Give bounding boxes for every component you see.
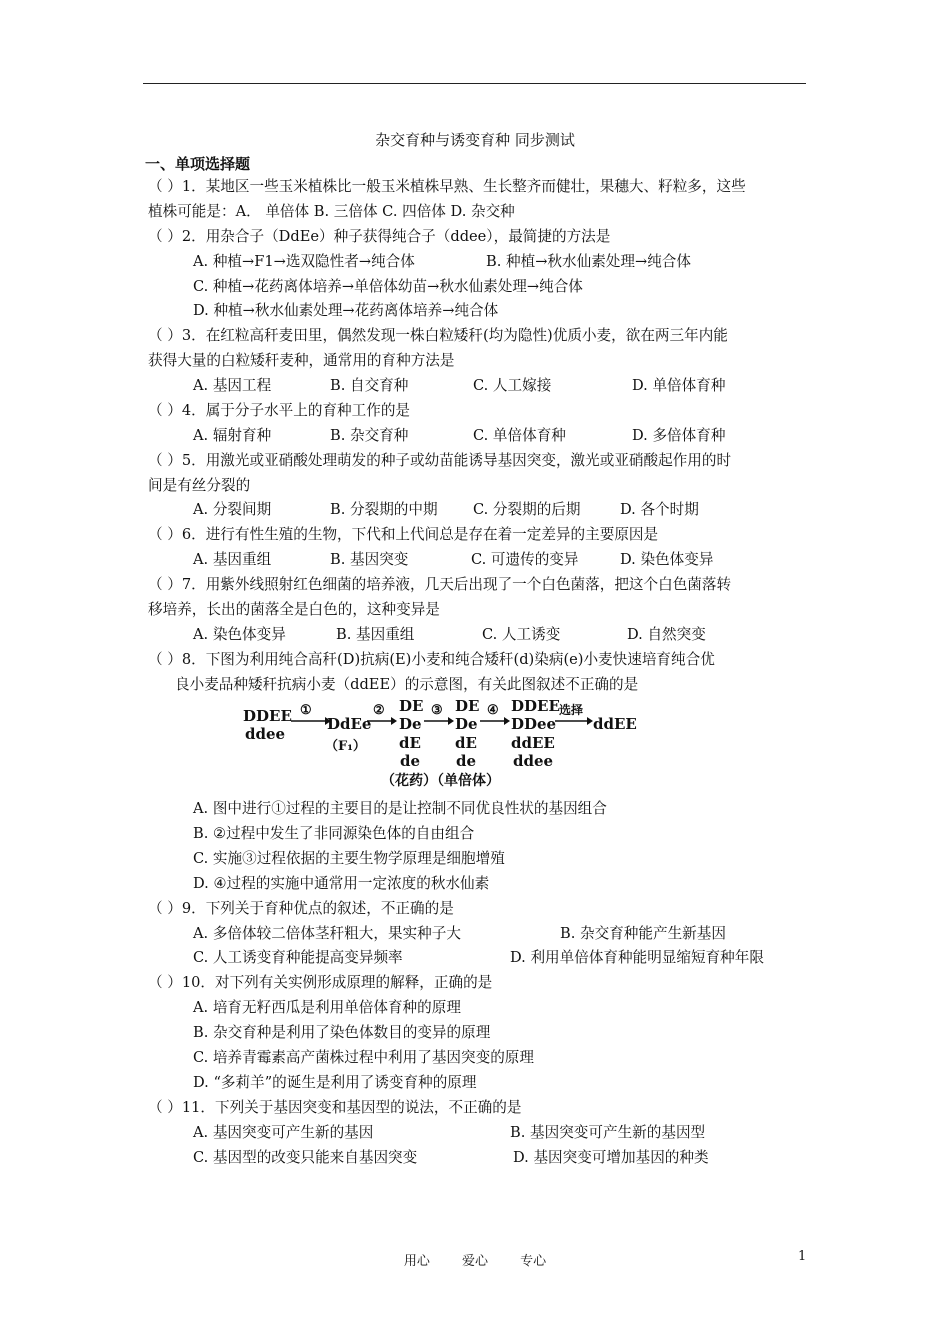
q4-stem: （ ）4．属于分子水平上的育种工作的是 <box>148 402 411 419</box>
arrow-2-icon <box>367 716 397 726</box>
q3-line1: （ ）3．在红粒高秆麦田里，偶然发现一株白粒矮秆(均为隐性)优质小麦，欲在两三年内能 <box>148 327 728 344</box>
gamete-1: DE <box>399 697 424 715</box>
q2-option-d: D. 种植→秋水仙素处理→花药离体培养→纯合体 <box>193 302 499 319</box>
section-heading: 一、单项选择题 <box>145 155 251 173</box>
f1-label: （F₁） <box>325 739 366 754</box>
q8-option-d: D. ④过程的实施中通常用一定浓度的秋水仙素 <box>193 875 490 892</box>
q8-option-a: A. 图中进行①过程的主要目的是让控制不同优良性状的基因组合 <box>193 800 607 817</box>
q7-option-a: A. 染色体变异 <box>193 626 286 643</box>
q4-option-b: B. 杂交育种 <box>330 427 409 444</box>
arrow-select-icon <box>555 716 593 726</box>
q8-option-c: C. 实施③过程依据的主要生物学原理是细胞增殖 <box>193 850 505 867</box>
q10-option-d: D. “多莉羊”的诞生是利用了诱变育种的原理 <box>193 1074 477 1091</box>
q4-option-a: A. 辐射育种 <box>193 427 272 444</box>
q4-option-c: C. 单倍体育种 <box>473 427 566 444</box>
q5-line1: （ ）5．用激光或亚硝酸处理萌发的种子或幼苗能诱导基因突变，激光或亚硝酸起作用的时 <box>148 452 732 469</box>
q1-line1: （ ）1．某地区一些玉米植株比一般玉米植株早熟、生长整齐而健壮，果穗大、籽粒多，这些 <box>148 178 746 195</box>
q7-line2: 移培养，长出的菌落全是白色的，这种变异是 <box>148 601 440 618</box>
q3-option-b: B. 自交育种 <box>330 377 409 394</box>
q3-option-c: C. 人工嫁接 <box>473 377 552 394</box>
q9-option-c: C. 人工诱变育种能提高变异频率 <box>193 949 403 966</box>
q7-option-d: D. 自然突变 <box>627 626 706 643</box>
q10-option-a: A. 培育无籽西瓜是利用单倍体育种的原理 <box>193 999 461 1016</box>
diploid-2: DDee <box>511 715 557 733</box>
parent-ddee-upper: DDEE <box>243 707 292 725</box>
q8-line1: （ ）8．下图为利用纯合高秆(D)抗病(E)小麦和纯合矮秆(d)染病(e)小麦快速培育纯合优 <box>148 651 715 668</box>
q3-option-a: A. 基因工程 <box>193 377 272 394</box>
q11-option-d: D. 基因突变可增加基因的种类 <box>513 1149 709 1166</box>
breeding-diagram <box>243 697 643 792</box>
q3-option-d: D. 单倍体育种 <box>632 377 726 394</box>
q6-stem: （ ）6．进行有性生殖的生物，下代和上代间总是存在着一定差异的主要原因是 <box>148 526 659 543</box>
q1-line2: 植株可能是：A． 单倍体 B. 三倍体 C. 四倍体 D. 杂交种 <box>148 203 515 220</box>
gamete-2: De <box>399 715 422 733</box>
footer-text-3: 专心 <box>520 1254 547 1269</box>
q11-option-b: B. 基因突变可产生新的基因型 <box>510 1124 706 1141</box>
q2-option-b: B. 种植→秋水仙素处理→纯合体 <box>486 253 691 270</box>
q9-option-b: B. 杂交育种能产生新基因 <box>560 925 726 942</box>
q10-option-c: C. 培养青霉素高产菌株过程中利用了基因突变的原理 <box>193 1049 534 1066</box>
q10-option-b: B. 杂交育种是利用了染色体数目的变异的原理 <box>193 1024 491 1041</box>
arrow-1-icon <box>291 716 331 726</box>
arrow-4-icon <box>480 716 510 726</box>
select-label: 选择 <box>559 703 584 717</box>
gamete-3: dE <box>399 734 421 752</box>
page-footer <box>0 1250 950 1269</box>
q5-option-a: A. 分裂间期 <box>193 501 272 518</box>
q7-option-b: B. 基因重组 <box>336 626 415 643</box>
haploid-3: dE <box>455 734 477 752</box>
gamete-4: de <box>400 752 421 770</box>
q7-option-c: C. 人工诱变 <box>482 626 561 643</box>
q6-option-b: B. 基因突变 <box>330 551 409 568</box>
diploid-3: ddEE <box>511 734 555 752</box>
footer-text-1: 用心 <box>403 1254 430 1269</box>
haploid-4: de <box>456 752 477 770</box>
q2-option-c: C. 种植→花药离体培养→单倍体幼苗→秋水仙素处理→纯合体 <box>193 278 583 295</box>
q11-option-c: C. 基因型的改变只能来自基因突变 <box>193 1149 418 1166</box>
q5-option-b: B. 分裂期的中期 <box>330 501 438 518</box>
q7-line1: （ ）7．用紫外线照射红色细菌的培养液，几天后出现了一个白色菌落，把这个白色菌落转 <box>148 576 732 593</box>
q5-option-c: C. 分裂期的后期 <box>473 501 581 518</box>
q3-line2: 获得大量的白粒矮秆麦种，通常用的育种方法是 <box>148 352 455 369</box>
step-2-label: ② <box>373 703 385 718</box>
page-title: 杂交育种与诱变育种 同步测试 <box>375 131 575 149</box>
q9-stem: （ ）9．下列关于育种优点的叙述，不正确的是 <box>148 900 454 917</box>
diploid-1: DDEE <box>511 697 560 715</box>
f1-genotype: DdEe <box>327 715 372 733</box>
diagram-caption: （花药）（单倍体） <box>381 773 500 789</box>
result-genotype: ddEE <box>593 715 637 733</box>
step-3-label: ③ <box>431 703 443 718</box>
q11-option-a: A. 基因突变可产生新的基因 <box>193 1124 374 1141</box>
q5-line2: 间是有丝分裂的 <box>148 477 251 494</box>
q11-stem: （ ）11．下列关于基因突变和基因型的说法，不正确的是 <box>148 1099 522 1116</box>
q6-option-c: C. 可遗传的变异 <box>471 551 579 568</box>
header-rule <box>143 83 806 84</box>
q2-stem: （ ）2．用杂合子（DdEe）种子获得纯合子（ddee），最简捷的方法是 <box>148 228 611 245</box>
q6-option-d: D. 染色体变异 <box>620 551 714 568</box>
q5-option-d: D. 各个时期 <box>620 501 699 518</box>
page-number: 1 <box>798 1249 807 1264</box>
footer-text-2: 爱心 <box>461 1254 488 1269</box>
haploid-2: De <box>455 715 478 733</box>
q8-line2: 良小麦品种矮秆抗病小麦（ddEE）的示意图，有关此图叙述不正确的是 <box>175 676 639 693</box>
q10-stem: （ ）10．对下列有关实例形成原理的解释，正确的是 <box>148 974 493 991</box>
q9-option-d: D. 利用单倍体育种能明显缩短育种年限 <box>510 949 764 966</box>
q2-option-a: A. 种植→F1→选双隐性者→纯合体 <box>193 253 415 270</box>
q4-option-d: D. 多倍体育种 <box>632 427 726 444</box>
diploid-4: ddee <box>513 752 554 770</box>
step-4-label: ④ <box>487 703 499 718</box>
parent-ddee-lower: ddee <box>245 725 286 743</box>
haploid-1: DE <box>455 697 480 715</box>
q6-option-a: A. 基因重组 <box>193 551 272 568</box>
q8-option-b: B. ②过程中发生了非同源染色体的自由组合 <box>193 825 475 842</box>
step-1-label: ① <box>300 703 312 718</box>
arrow-3-icon <box>424 716 454 726</box>
q9-option-a: A. 多倍体较二倍体茎秆粗大，果实种子大 <box>193 925 461 942</box>
